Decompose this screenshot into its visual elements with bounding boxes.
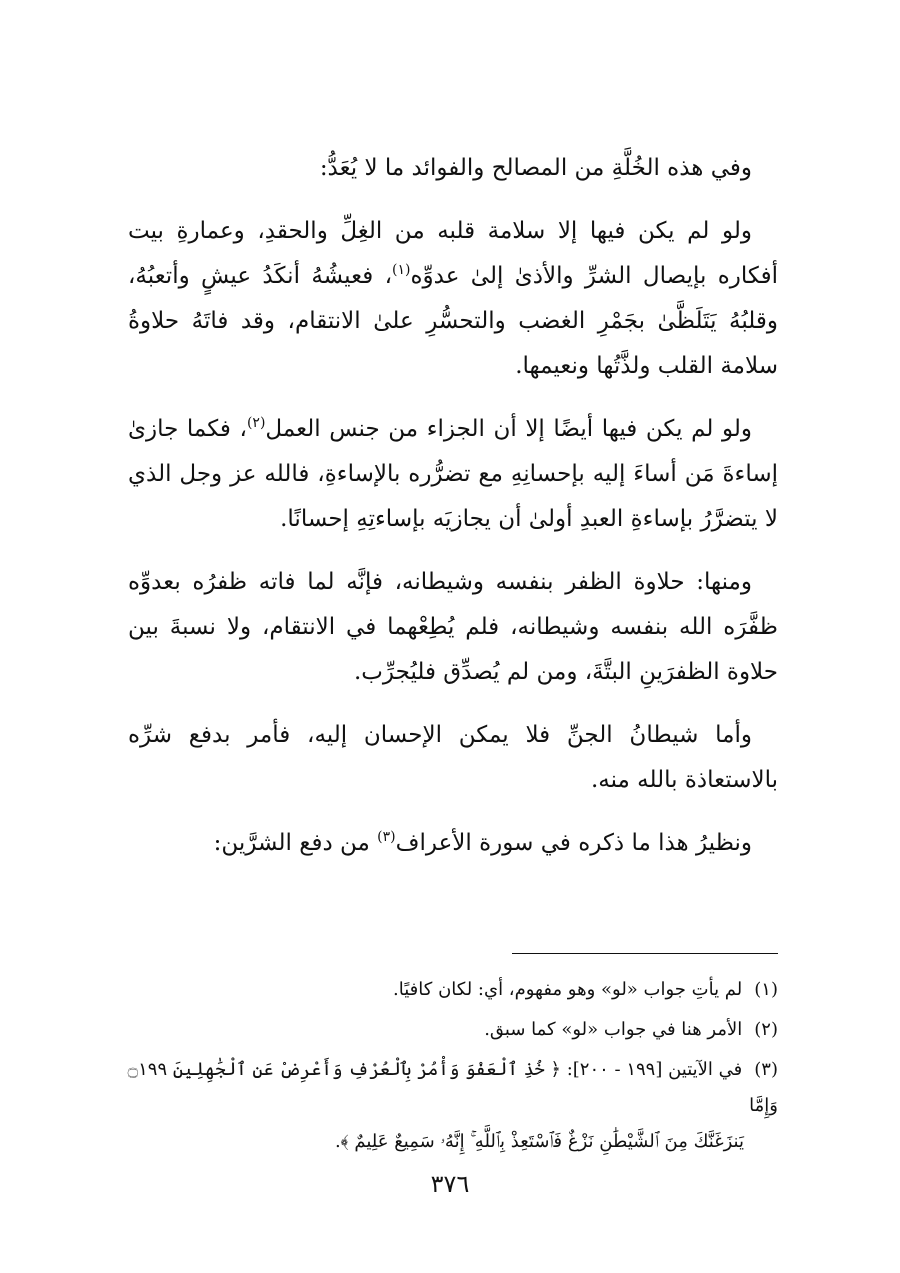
paragraph: ومنها: حلاوة الظفر بنفسه وشيطانه، فإنَّه لما فاته ظفرُه بعدوِّه ظفَّرَه الله بنفسه وشيطانه، فلم يُطِعْهما في الانتقام، ولا نسبةَ بين حلاوة الظفرَينِ البتَّةَ، ومن لم يُصدِّق فليُجرِّب. [128,569,778,685]
paragraph: ولو لم يكن فيها إلا سلامة قلبه من الغِلِّ والحقدِ، وعمارةِ بيت أفكاره بإيصال الشرِّ والأذىٰ إلىٰ عدوِّه$^{(١)}$، فعيشُهُ أنكَدُ عيشٍ وأتعبُهُ، وقلبُهُ يَتَلَظَّىٰ بجَمْرِ الغضب والتحسُّرِ علىٰ الانتقام، وقد فاتَهُ حلاوةُ سلامة القلب ولذَّتُها ونعيمها. [128,218,778,379]
footnote-number: (٣) [754,1059,778,1080]
footnote-ref[interactable]: (٣) [377,829,396,845]
quran-verse-continued: يَنزَغَنَّكَ مِنَ ٱلشَّيْطَٰنِ نَزْغٌ فَٱسْتَعِذْ بِٱللَّهِ ۚ إِنَّهُۥ سَمِيعٌ عَلِيمٌ ﴾. [334,1131,744,1152]
footnote-text: الأمر هنا في جواب «لو» كما سبق. [484,1019,743,1040]
paragraph: ونظيرُ هذا ما ذكره في سورة الأعراف$^{(٣)}$ من دفع الشرَّين: [213,829,752,856]
footnote-ref[interactable]: (١) [392,262,411,278]
footnote-text: في الآيتين [١٩٩ - ٢٠٠]: [566,1059,743,1080]
footnote-text: لم يأتِ جواب «لو» وهو مفهوم، أي: لكان كافيًا. [393,979,743,1000]
quran-verse: ﴿ خُذِ ٱلْعَفْوَ وَأْمُرْ بِٱلْعُرْفِ وَأَعْرِضْ عَنِ ٱلْجَٰهِلِينَ ۝١٩٩ وَإِمَّا [127,1059,778,1116]
footnotes [110,972,778,1164]
footnote [110,1052,778,1160]
main-text [128,146,778,884]
footnote-divider [512,953,778,954]
footnote-number: (١) [754,979,778,1000]
footnote-number: (٢) [754,1019,778,1040]
footnote-ref[interactable]: (٢) [246,415,266,431]
page-number: ٣٧٦ [430,1170,470,1198]
footnote [110,972,778,1008]
paragraph: وفي هذه الخُلَّةِ من المصالح والفوائد ما لا يُعَدُّ: [319,155,752,181]
footnote [110,1012,778,1048]
paragraph: ولو لم يكن فيها أيضًا إلا أن الجزاء من جنس العمل$^{(٢)}$، فكما جازىٰ إساءةَ مَن أساءَ إليه بإحسانِهِ مع تضرُّره بالإساءةِ، فالله عز وجل الذي لا يتضرَّرُ بإساءةِ العبدِ أولىٰ أن يجازيَه بإساءتِهِ إحسانًا. [128,415,778,532]
paragraph: وأما شيطانُ الجنِّ فلا يمكن الإحسان إليه، فأمر بدفع شرِّه بالاستعاذة بالله منه. [128,722,778,793]
